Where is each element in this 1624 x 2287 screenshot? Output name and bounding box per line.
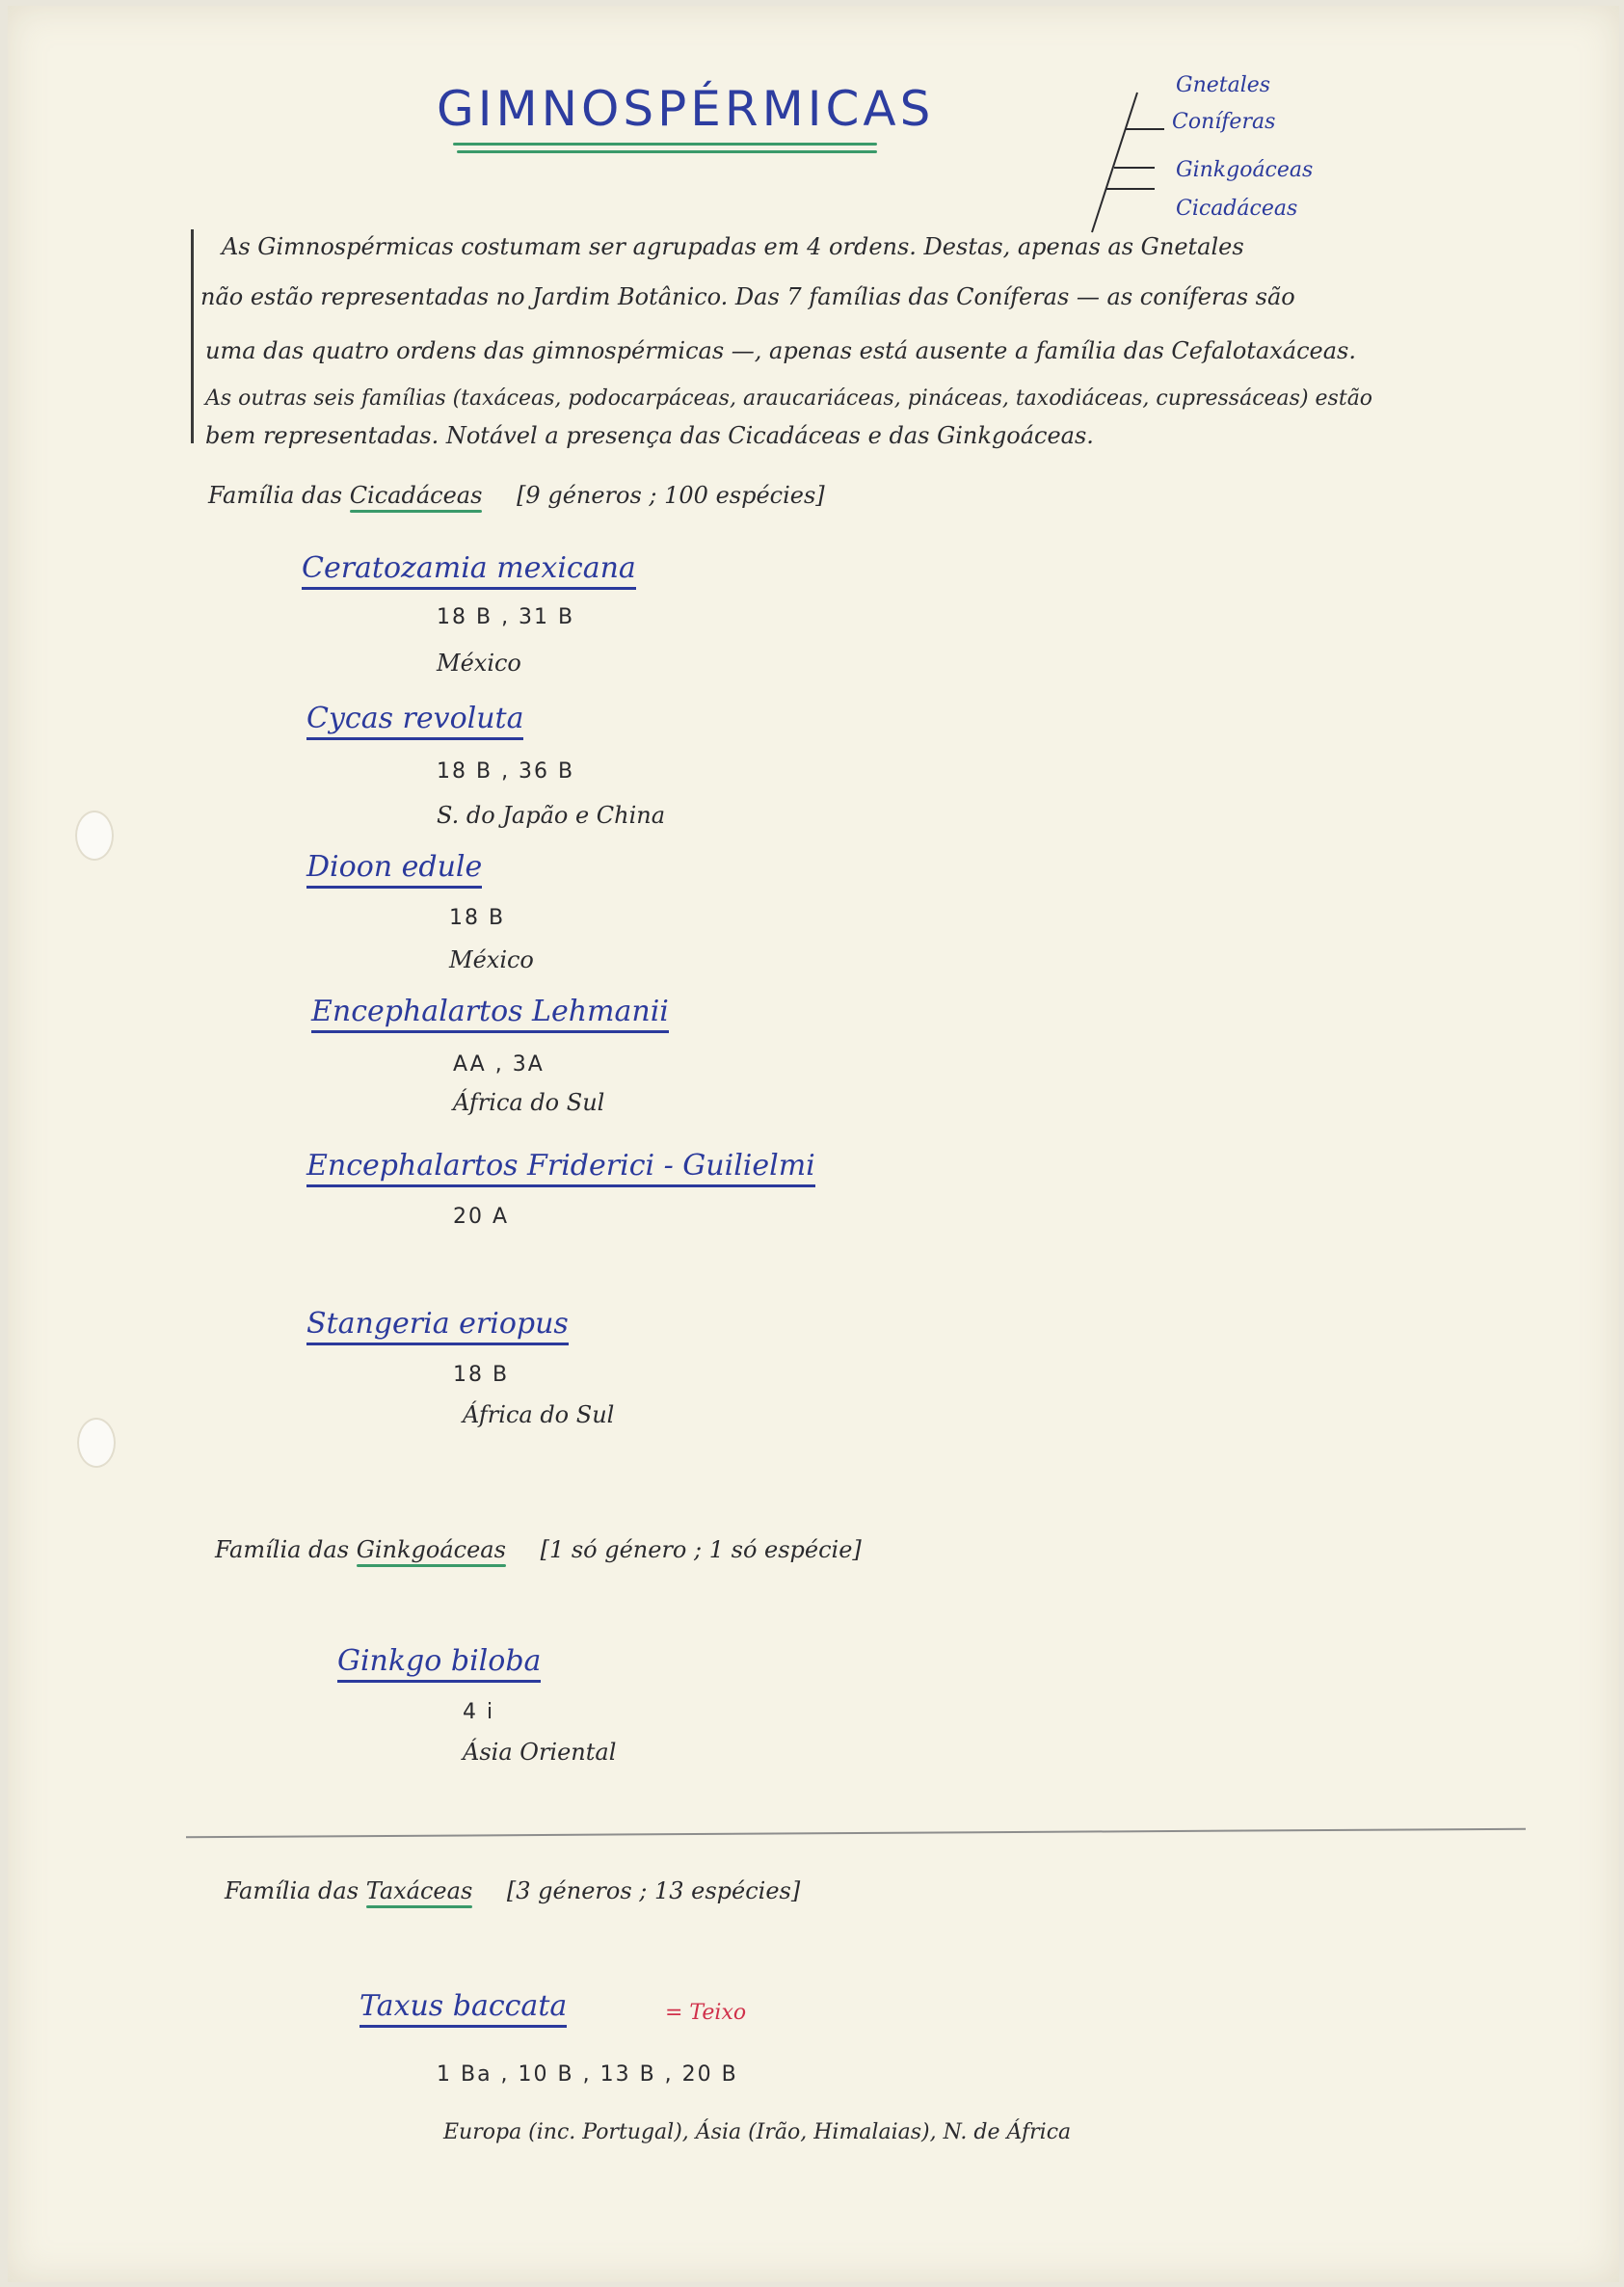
tree-label-gnetales: Gnetales [1176, 73, 1271, 97]
species-region: S. do Japão e China [437, 802, 666, 829]
tree-label-ginkgoaceas: Ginkgoáceas [1176, 158, 1314, 182]
species-plots: 18 B , 36 B [437, 759, 575, 784]
species-region: África do Sul [463, 1401, 615, 1428]
family-prefix: Família das [225, 1877, 359, 1904]
species-name: Ceratozamia mexicana [302, 551, 636, 585]
species-plots: 20 A [453, 1205, 510, 1229]
species-name: Taxus baccata [359, 1989, 567, 2023]
intro-line: As outras seis famílias (taxáceas, podocarpáceas, araucariáceas, pináceas, taxodiáceas, cupressáceas) estão [205, 386, 1373, 411]
species-plots: AA , 3A [453, 1052, 545, 1077]
intro-line: não estão representadas no Jardim Botânico. Das 7 famílias das Coníferas — as coníferas são [200, 283, 1295, 310]
species-region: África do Sul [453, 1089, 605, 1116]
family-heading-taxaceas [225, 1877, 800, 1904]
species-region: México [437, 650, 521, 677]
intro-line: As Gimnospérmicas costumam ser agrupadas em 4 ordens. Destas, apenas as Gnetales [222, 233, 1244, 260]
family-heading-cicadaceas [208, 482, 825, 509]
species-name: Encephalartos Friderici - Guilielmi [306, 1149, 815, 1183]
species-name: Dioon edule [306, 850, 482, 884]
family-name: Cicadáceas [349, 482, 483, 509]
species-region: Ásia Oriental [463, 1739, 617, 1766]
species-plots: 18 B [453, 1363, 510, 1387]
species-plots: 18 B [449, 906, 506, 930]
species-name: Encephalartos Lehmanii [311, 995, 669, 1028]
tree-label-coniferas: Coníferas [1172, 110, 1276, 134]
species-name: Cycas revoluta [306, 702, 523, 735]
paragraph-margin-bar [191, 229, 194, 443]
notebook-page [8, 6, 1619, 2282]
species-region: Europa (inc. Portugal), Ásia (Irão, Himalaias), N. de África [443, 2120, 1072, 2144]
family-count: [3 géneros ; 13 espécies] [506, 1877, 801, 1904]
family-count: [9 géneros ; 100 espécies] [517, 482, 825, 509]
punch-hole [77, 1418, 116, 1468]
orders-tree-diagram [1087, 64, 1338, 247]
species-plots: 18 B , 31 B [437, 605, 575, 629]
species-name: Ginkgo biloba [337, 1644, 541, 1678]
family-prefix: Família das [208, 482, 343, 509]
species-plots: 4 i [463, 1700, 495, 1724]
family-prefix: Família das [215, 1536, 350, 1563]
family-name: Ginkgoáceas [356, 1536, 506, 1563]
intro-line: uma das quatro ordens das gimnospérmicas —, apenas está ausente a família das Cefalotaxáceas. [205, 337, 1356, 364]
species-region: México [449, 946, 534, 973]
family-count: [1 só género ; 1 só espécie] [540, 1536, 862, 1563]
species-name: Stangeria eriopus [306, 1307, 569, 1341]
family-heading-ginkgoaceas [215, 1536, 862, 1563]
punch-hole [75, 811, 114, 861]
family-name: Taxáceas [365, 1877, 473, 1904]
section-divider [186, 1828, 1526, 1838]
tree-label-cicadaceas: Cicadáceas [1176, 197, 1298, 221]
species-plots: 1 Ba , 10 B , 13 B , 20 B [437, 2062, 738, 2087]
intro-line: bem representadas. Notável a presença das Cicadáceas e das Ginkgoáceas. [205, 422, 1094, 449]
page-title: GIMNOSPÉRMICAS [437, 81, 935, 137]
common-name: = Teixo [665, 2001, 747, 2025]
